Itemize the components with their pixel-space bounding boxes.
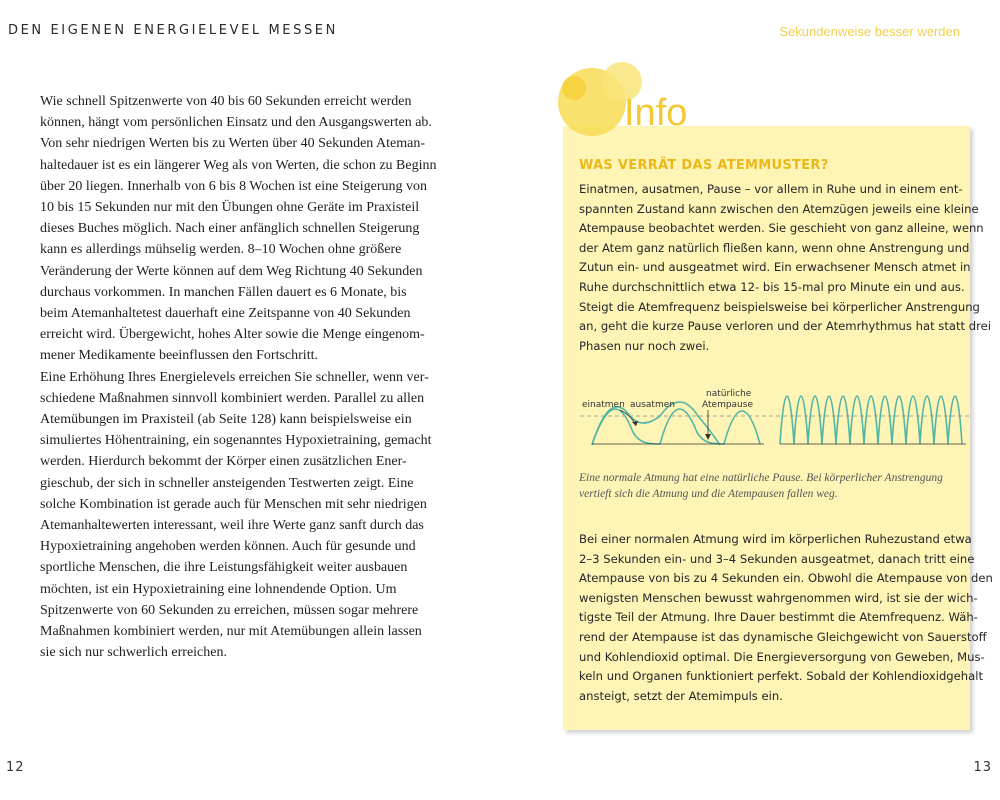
text-line: werden. Hierdurch bekommt der Körper einen zusätzlichen Ener-: [40, 454, 407, 470]
text-line: spannten Zustand kann zwischen den Atemzügen jeweils eine kleine: [579, 201, 979, 216]
text-line: Steigt die Atemfrequenz beispielsweise bei körperlicher Anstrengung: [579, 299, 980, 314]
label-pause-line2: Atempause: [702, 400, 753, 410]
text-line: erreicht wird. Übergewicht, hohes Alter sowie die Menge eingenom-: [40, 327, 425, 343]
body-text: [40, 91, 440, 663]
text-line: dieses Buches möglich. Nach einer anfänglich schnellen Steigerung: [40, 221, 420, 237]
pause-arrowhead: [705, 434, 711, 440]
text-line: beim Atemanhaltetest dauerhaft eine Zeitspanne von 40 Sekunden: [40, 306, 411, 322]
body-paragraphs: [40, 91, 440, 663]
text-line: vertieft sich die Atmung und die Atempausen fallen weg.: [579, 488, 838, 500]
text-line: können, hängt vom persönlichen Einsatz und den Ausgangswerten ab.: [40, 115, 432, 131]
info-heading: WAS VERRÄT DAS ATEMMUSTER?: [579, 158, 829, 173]
label-exhale: ausatmen: [630, 400, 675, 410]
diagram-caption: [579, 470, 959, 502]
info-paragraph-2: [579, 530, 993, 706]
text-line: über 20 liegen. Innerhalb von 6 bis 8 Wochen ist eine Steigerung von: [40, 178, 428, 194]
text-line: solche Kombination ist gerade auch für Menschen mit sehr niedrigen: [40, 496, 427, 512]
text-line: Wie schnell Spitzenwerte von 40 bis 60 Sekunden erreicht werden: [40, 94, 412, 109]
text-line: gieschub, der sich in schneller ansteigenden Testwerten zeigt. Eine: [40, 475, 414, 491]
text-line: Maßnahmen kombiniert werden, nur mit Atemübungen allein lassen: [40, 624, 422, 640]
text-line: keln und Organen funktioniert perfekt. Sobald der Kohlendioxidgehalt: [579, 669, 984, 684]
text-line: und Kohlendioxid optimal. Die Energieversorgung von Geweben, Mus-: [579, 649, 985, 664]
text-line: möchten, ist ein Hypoxietraining eine lohnendende Option. Um: [40, 581, 397, 597]
info-badge-label: Info: [624, 92, 688, 134]
text-line: schiedene Maßnahmen sinnvoll kombiniert werden. Parallel zu allen: [40, 390, 425, 406]
text-line: Von sehr niedrigen Werten bis zu Werten über 40 Sekunden Ateman-: [40, 136, 425, 152]
text-line: Eine Erhöhung Ihres Energielevels erreichen Sie schneller, wenn ver-: [40, 369, 429, 385]
text-line: sportliche Menschen, die ihre Leistungsfähigkeit weiter ausbauen: [40, 560, 408, 576]
text-line: Zutun ein- und ausgeatmet wird. Ein erwachsener Mensch atmet in: [579, 260, 971, 275]
running-head-right: Sekundenweise besser werden: [779, 24, 960, 39]
text-line: 10 bis 15 Sekunden nur mit den Übungen ohne Geräte im Praxisteil: [40, 200, 420, 216]
text-line: 2–3 Sekunden ein- und 3–4 Sekunden ausgeatmet, danach tritt eine: [579, 551, 975, 566]
info-bubble-small: [562, 76, 586, 100]
text-line: Bei einer normalen Atmung wird im körperlichen Ruhezustand etwa: [579, 532, 972, 546]
text-line: Spitzenwerte von 60 Sekunden zu erreichen, müssen sogar mehrere: [40, 602, 419, 618]
text-line: Atemanhaltewerten interessant, weil ihre Werte ganz sanft durch das: [40, 518, 424, 534]
text-line: simuliertes Höhentraining, ein sogenanntes Hypoxietraining, gemacht: [40, 433, 432, 449]
inhale-arrowhead: [632, 421, 638, 426]
text-line: rend der Atempause ist das dynamische Gleichgewicht von Sauerstoff: [579, 629, 987, 644]
info-paragraph-1: [579, 180, 991, 356]
text-line: durchaus vorkommen. In manchen Fällen dauert es 6 Monate, bis: [40, 284, 407, 300]
text-line: an, geht die kurze Pause verloren und der Atemrhythmus hat statt drei: [579, 319, 991, 334]
label-inhale: einatmen: [582, 400, 625, 410]
text-line: Ruhe durchschnittlich etwa 12- bis 15-mal pro Minute ein und aus.: [579, 279, 965, 294]
text-line: sie sich nur schwerlich erreichen.: [40, 645, 227, 661]
page-number-left: 12: [6, 760, 25, 775]
normal-breath-wave: [592, 409, 760, 444]
text-line: Hypoxietraining angehoben werden können. Auch für gesunde und: [40, 539, 416, 555]
breathing-pattern-diagram: [580, 380, 970, 450]
page-number-right: 13: [973, 760, 992, 775]
text-line: Atemübungen im Praxisteil (ab Seite 128) kann beispielsweise ein: [40, 412, 412, 428]
text-line: kann es allerdings mühselig werden. 8–10 Wochen ohne größere: [40, 242, 402, 258]
text-line: Atempause von bis zu 4 Sekunden ein. Obwohl die Atempause von den: [579, 571, 993, 586]
text-line: tigste Teil der Atmung. Ihre Dauer bestimmt die Atemfrequenz. Wäh-: [579, 610, 978, 625]
label-pause-line1: natürliche: [706, 389, 752, 399]
exertion-breath-wave: [780, 396, 962, 444]
text-line: ansteigt, setzt der Atemimpuls ein.: [579, 688, 783, 703]
text-line: wenigsten Menschen bewusst wahrgenommen wird, ist sie der wich-: [579, 590, 978, 605]
text-line: der Atem ganz natürlich fließen kann, wenn ohne Anstrengung und: [579, 240, 970, 255]
text-line: mener Medikamente beeinflussen den Fortschritt.: [40, 348, 318, 364]
text-line: Einatmen, ausatmen, Pause – vor allem in Ruhe und in einem ent-: [579, 182, 963, 196]
text-line: Atempause beobachtet werden. Sie geschieht von ganz alleine, wenn: [579, 221, 984, 236]
text-line: haltedauer ist es ein längerer Weg als von Werten, die schon zu Beginn: [40, 157, 437, 173]
text-line: Eine normale Atmung hat eine natürliche Pause. Bei körperlicher Anstrengung: [579, 472, 943, 484]
text-line: Veränderung der Werte können auf dem Weg Richtung 40 Sekunden: [40, 263, 423, 279]
running-head-left: DEN EIGENEN ENERGIELEVEL MESSEN: [8, 23, 338, 38]
text-line: Phasen nur noch zwei.: [579, 338, 710, 353]
